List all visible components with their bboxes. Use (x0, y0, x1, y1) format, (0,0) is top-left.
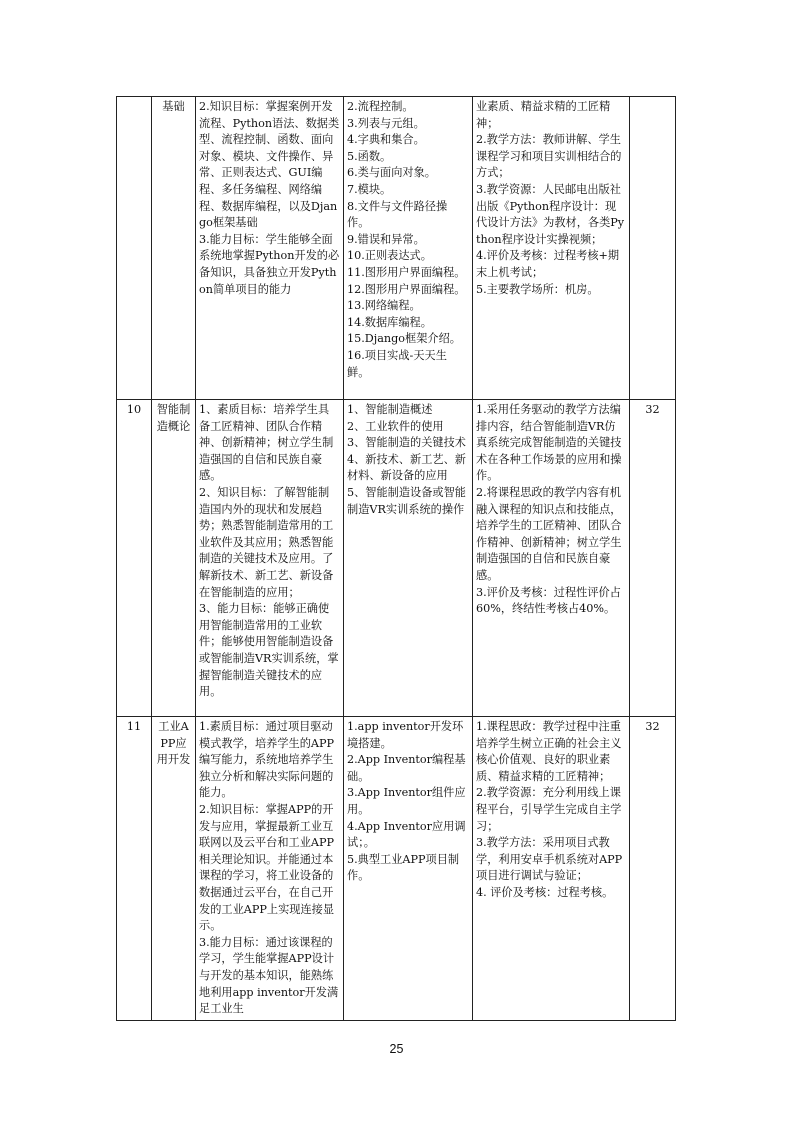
content-item: 10.正则表达式。 (347, 249, 432, 263)
requirement-text: 5.主要教学场所：机房。 (476, 282, 599, 296)
objective-text: 3.能力目标：通过该课程的学习，学生能掌握APP设计与开发的基本知识，能熟练地利用app inventor开发满足工业生 (199, 935, 339, 1016)
content-item: 5、智能制造设备或智能制造VR实训系统的操作 (347, 485, 466, 516)
content-item: 4.字典和集合。 (347, 133, 425, 147)
requirement-text: 2.将课程思政的教学内容有机融入课程的知识点和技能点，培养学生的工匠精神、团队合作精神、创新精神；树立学生制造强国的自信和民族自豪感。 (476, 485, 622, 582)
hours-cell: 32 (630, 717, 676, 1021)
objective-text: 2、知识目标：了解智能制造国内外的现状和发展趋势；熟悉智能制造常用的工业软件及其应用；熟悉智能制造的关键技术及应用。了解新技术、新工艺、新设备在智能制造的应用； (199, 485, 334, 599)
requirement-text: 2.教学资源：充分利用线上课程平台，引导学生完成自主学习； (476, 786, 622, 833)
course-objectives-cell (196, 400, 344, 717)
course-table (116, 96, 676, 1021)
content-item: 12.图形用户界面编程。 (347, 282, 466, 296)
objective-text: 1.素质目标：通过项目驱动模式教学，培养学生的APP编写能力，系统地培养学生独立分析和解决实际问题的能力。 (199, 720, 335, 800)
objective-text: 1、素质目标：培养学生具备工匠精神、团队合作精神、创新精神；树立学生制造强国的自信和民族自豪感。 (199, 403, 334, 483)
teaching-requirements-cell (473, 717, 630, 1021)
objective-text: 3、能力目标：能够正确使用智能制造常用的工业软件；能够使用智能制造设备或智能制造VR实训系统，掌握智能制造关键技术的应用。 (199, 602, 339, 699)
course-number-cell (117, 97, 152, 400)
hours-cell (630, 97, 676, 400)
content-item: 1.app inventor开发环境搭建。 (347, 720, 464, 750)
course-content-cell (344, 400, 473, 717)
course-name-cell: 基础 (152, 97, 196, 400)
content-item: 4.App Inventor应用调试；。 (347, 819, 466, 850)
content-item: 3.App Inventor组件应用。 (347, 786, 466, 816)
content-item: 16.项目实战-天天生鲜。 (347, 348, 447, 379)
table-row (117, 717, 676, 1021)
requirement-text: 3.教学方法：采用项目式教学，利用安卓手机系统对APP项目进行调试与验证； (476, 836, 623, 883)
content-item: 2.流程控制。 (347, 100, 414, 113)
course-number-cell: 10 (117, 400, 152, 717)
content-item: 2、工业软件的使用 (347, 419, 444, 433)
requirement-text: 1.课程思政：教学过程中注重培养学生树立正确的社会主义核心价值观、良好的职业素质、精益求精的工匠精神； (476, 720, 622, 783)
table-row (117, 97, 676, 400)
objective-text: 2.知识目标：掌握案例开发流程、Python语法、数据类型、流程控制、函数、面向对象、模块、文件操作、异常、正则表达式、GUI编程、多任务编程、网络编程、数据库编程，以及Django框架基础 (199, 100, 340, 230)
requirement-text: 2.教学方法：教师讲解、学生课程学习和项目实训相结合的方式； (476, 133, 622, 180)
course-name-cell: 智能制造概论 (152, 400, 196, 717)
course-objectives-cell (196, 717, 344, 1021)
page-number: 25 (389, 1042, 404, 1056)
course-content-cell (344, 97, 473, 400)
requirement-text: 业素质、精益求精的工匠精神； (476, 100, 611, 130)
content-item: 13.网络编程。 (347, 299, 421, 313)
content-item: 5.函数。 (347, 149, 392, 163)
objective-text: 2.知识目标：掌握APP的开发与应用，掌握最新工业互联网以及云平台和工业APP相关理论知识。并能通过本课程的学习，将工业设备的数据通过云平台，在自己开发的工业APP上实现连接显示。 (199, 802, 335, 933)
content-item: 4、新技术、新工艺、新材料、新设备的应用 (347, 452, 466, 483)
requirement-text: 1.采用任务驱动的教学方法编排内容，结合智能制造VR仿真系统完成智能制造的关键技术在各种工作场景的应用和操作。 (476, 403, 622, 483)
content-item: 3、智能制造的关键技术 (347, 436, 466, 450)
course-objectives-cell (196, 97, 344, 400)
teaching-requirements-cell (473, 97, 630, 400)
content-item: 15.Django框架介绍。 (347, 332, 461, 346)
hours-cell: 32 (630, 400, 676, 717)
requirement-text: 3.评价及考核：过程性评价占60%，终结性考核占40%。 (476, 585, 621, 616)
content-item: 8.文件与文件路径操作。 (347, 199, 448, 230)
teaching-requirements-cell (473, 400, 630, 717)
course-content-cell (344, 717, 473, 1021)
content-item: 7.模块。 (347, 182, 392, 196)
content-item: 2.App Inventor编程基础。 (347, 753, 466, 783)
content-item: 5.典型工业APP项目制作。 (347, 852, 460, 883)
requirement-text: 4.评价及考核：过程考核+期末上机考试； (476, 249, 620, 279)
content-item: 11.图形用户界面编程。 (347, 265, 466, 279)
course-number-cell: 11 (117, 717, 152, 1021)
requirement-text: 3.教学资源：人民邮电出版社出版《Python程序设计：现代设计方法》为教材，各类Python程序设计实操视频； (476, 182, 625, 246)
content-item: 1、智能制造概述 (347, 403, 433, 416)
content-item: 6.类与面向对象。 (347, 166, 436, 180)
requirement-text: 4. 评价及考核：过程考核。 (476, 885, 614, 899)
objective-text: 3.能力目标：学生能够全面系统地掌握Python开发的必备知识，具备独立开发Python简单项目的能力 (199, 232, 340, 296)
table-row (117, 400, 676, 717)
content-item: 9.错误和异常。 (347, 232, 425, 246)
content-item: 14.数据库编程。 (347, 315, 432, 329)
course-name-cell: 工业APP应用开发 (152, 717, 196, 1021)
content-item: 3.列表与元组。 (347, 116, 425, 130)
